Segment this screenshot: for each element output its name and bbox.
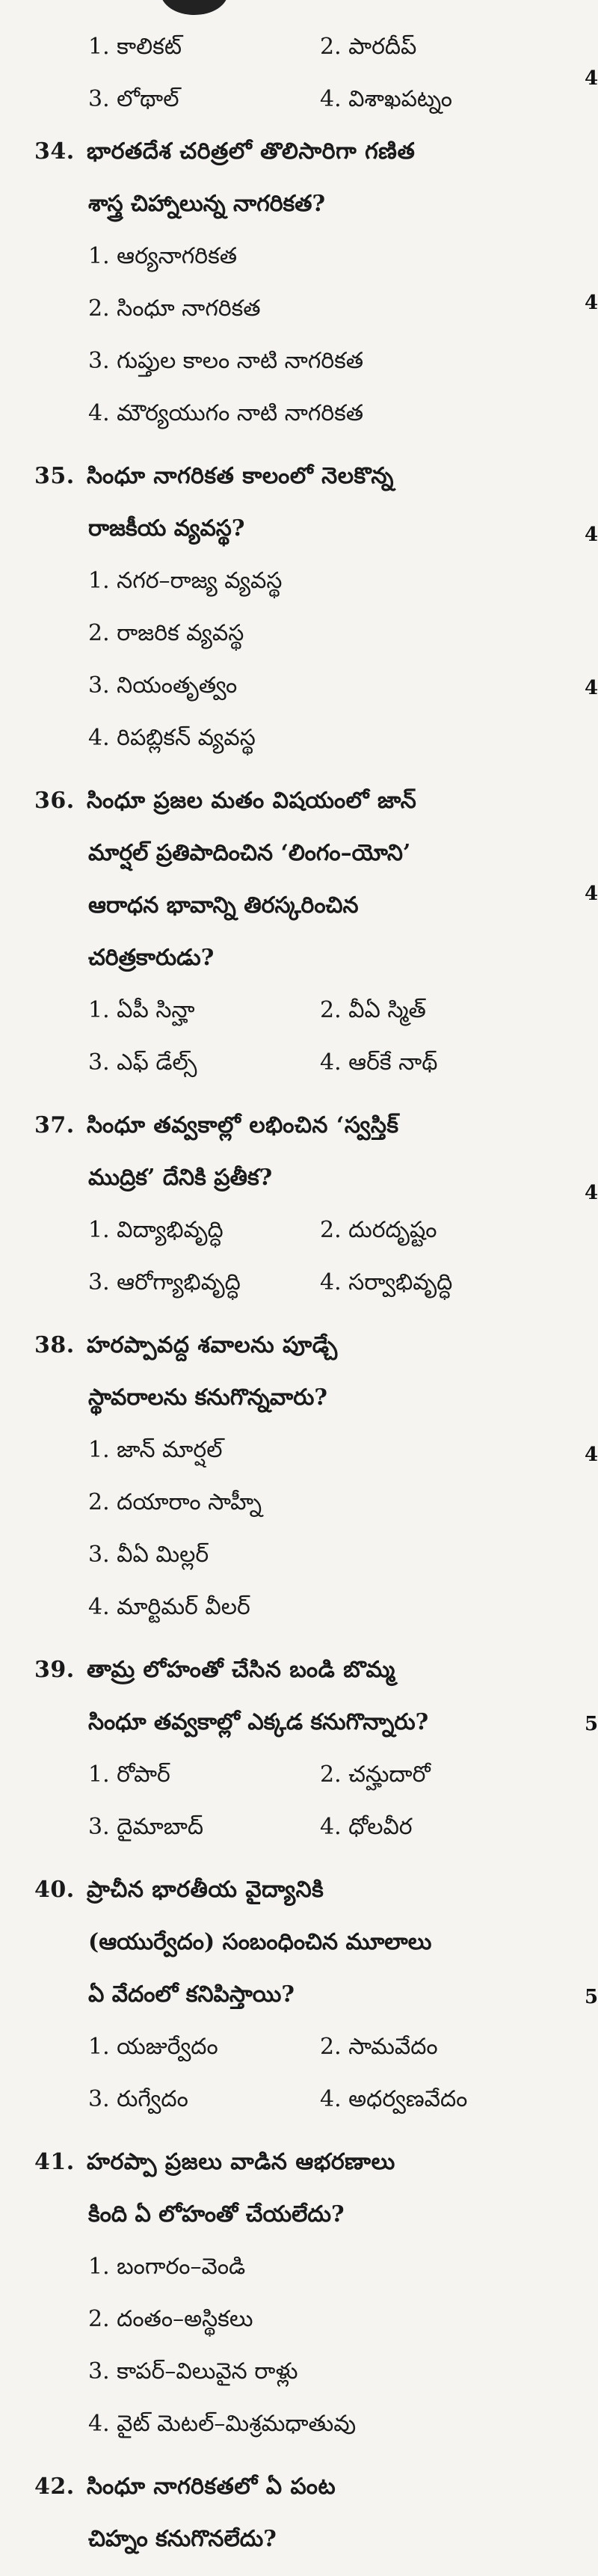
option: 4. మౌర్యయుగం నాటి నాగరికత	[88, 400, 364, 426]
option: 3. ఆరోగ్యాభివృద్ధి	[88, 1269, 241, 1295]
question-line: ప్రాచీన భారతీయ వైద్యానికి	[87, 1877, 324, 1903]
question-number: 41.	[34, 2149, 75, 2175]
question-34	[34, 126, 558, 440]
question-40	[34, 1864, 558, 2126]
option: 1. నగర–రాజ్య వ్యవస్థ	[88, 568, 283, 594]
option: 2. దయారాం సాహ్నీ	[88, 1489, 262, 1515]
question-41	[34, 2136, 558, 2450]
question-line: శాస్త్ర చిహ్నాలున్న నాగరికత?	[88, 191, 326, 217]
question-line: రాజకీయ వ్యవస్థ?	[88, 515, 245, 542]
option: 2. దురదృష్టం	[320, 1217, 437, 1243]
question-number: 40.	[34, 1877, 75, 1903]
option: 4. సర్వాభివృద్ధి	[320, 1269, 453, 1295]
option-row	[34, 1801, 558, 1853]
question-line: సింధూ నాగరికత కాలంలో నెలకొన్న	[87, 463, 394, 489]
option: 3. వీఏ మిల్లర్	[88, 1542, 209, 1568]
question-text	[34, 1864, 558, 1916]
question-line: చరిత్రకారుడు?	[88, 945, 215, 971]
question-line: తామ్ర లోహంతో చేసిన బండి బొమ్మ	[87, 1657, 395, 1683]
question-37	[34, 1100, 558, 1309]
question-number: 38.	[34, 1332, 75, 1358]
margin-number: 4	[585, 1444, 598, 1466]
option: 4. మార్టిమర్ వీలర్	[88, 1594, 250, 1620]
option: 1. విద్యాభివృద్ధి	[88, 1217, 224, 1243]
option-row	[34, 2021, 558, 2073]
question-number: 34.	[34, 138, 75, 165]
question-35	[34, 450, 558, 764]
option: 3. దైమాబాద్	[88, 1814, 204, 1840]
question-text	[34, 1100, 558, 1152]
option: 2. దంతం–అస్థికలు	[88, 2306, 253, 2332]
option: 2. సామవేదం	[320, 2034, 438, 2060]
option: 1. రోపార్	[88, 1761, 170, 1788]
option: 4. అధర్వణవేదం	[320, 2086, 468, 2112]
option: 3. ఎఫ్ డేల్స్	[88, 1049, 197, 1076]
option: 2. వీఏ స్మిత్	[320, 997, 426, 1023]
option-row	[34, 21, 558, 73]
question-line: మార్షల్ ప్రతిపాదించిన ‘లింగం–యోని’	[88, 840, 411, 866]
margin-number: 5	[585, 1986, 598, 2008]
question-number: 37.	[34, 1112, 75, 1138]
question-text	[34, 775, 558, 827]
question-42	[34, 2461, 558, 2566]
option: 4. ధోలవీర	[320, 1814, 413, 1840]
option: 4. ఆర్‌కే నాథ్	[320, 1049, 438, 1076]
question-text	[34, 2461, 558, 2513]
option: 3. కాపర్–విలువైన రాళ్లు	[88, 2358, 298, 2385]
question-line: ఏ వేదంలో కనిపిస్తాయి?	[88, 1981, 295, 2008]
option: 3. గుప్తుల కాలం నాటి నాగరికత	[88, 348, 364, 374]
option: 1. కాలికట్	[88, 34, 182, 60]
margin-number: 4	[585, 292, 598, 314]
margin-number: 4	[585, 883, 598, 905]
option: 1. ఆర్యనాగరికత	[88, 243, 238, 269]
decorative-arc	[161, 0, 228, 15]
question-line: సింధూ ప్రజల మతం విషయంలో జాన్	[87, 788, 417, 814]
question-line: స్థావరాలను కనుగొన్నవారు?	[88, 1384, 327, 1411]
question-number: 39.	[34, 1657, 75, 1683]
questions-container	[34, 126, 558, 2566]
question-39	[34, 1644, 558, 1853]
question-number: 42.	[34, 2474, 75, 2500]
question-38	[34, 1319, 558, 1634]
question-line: సింధూ తవ్వకాల్లో లభించిన ‘స్వస్తిక్	[87, 1112, 399, 1138]
question-list	[34, 21, 558, 2576]
question-line: సింధూ తవ్వకాల్లో ఎక్కడ కనుగొన్నారు?	[88, 1709, 429, 1735]
option: 4. వైట్ మెటల్–మిశ్రమధాతువు	[88, 2411, 357, 2437]
question-line: భారతదేశ చరిత్రలో తొలిసారిగా గణిత	[87, 138, 416, 165]
option-row	[34, 984, 558, 1037]
option-row	[34, 1037, 558, 1089]
option: 2. పారదీప్	[320, 34, 417, 60]
question-text	[34, 2136, 558, 2189]
margin-number: 4	[585, 524, 598, 546]
margin-number: 4	[585, 1182, 598, 1204]
option-row	[34, 1204, 558, 1257]
option-row	[34, 1257, 558, 1309]
question-line: హరప్పావద్ద శవాలను పూడ్చే	[87, 1332, 338, 1358]
question-line: సింధూ నాగరికతలో ఏ పంట	[87, 2474, 336, 2500]
question-line: (ఆయుర్వేదం) సంబంధించిన మూలాలు	[88, 1929, 432, 1955]
option: 1. జాన్ మార్షల్	[88, 1437, 223, 1463]
option: 3. నియంతృత్వం	[88, 672, 238, 699]
option: 1. ఏపీ సిన్హా	[88, 997, 195, 1023]
question-line: హరప్పా ప్రజలు వాడిన ఆభరణాలు	[87, 2149, 395, 2175]
question-text	[34, 1319, 558, 1372]
question-line: ఆరాధన భావాన్ని తిరస్కరించిన	[88, 892, 359, 919]
margin-number: 5	[585, 1713, 598, 1735]
option-row	[34, 2073, 558, 2126]
option: 2. సింధూ నాగరికత	[88, 295, 261, 322]
option: 1. యజుర్వేదం	[88, 2034, 218, 2060]
option: 4. రిపబ్లికన్ వ్యవస్థ	[88, 725, 256, 751]
option: 3. రుగ్వేదం	[88, 2086, 188, 2112]
question-text	[34, 126, 558, 178]
margin-number: 4	[585, 677, 598, 699]
previous-question-options	[34, 21, 558, 126]
option: 2. చన్హుదారో	[320, 1761, 431, 1788]
option: 3. లోథాల్	[88, 86, 179, 112]
question-text	[34, 1644, 558, 1696]
question-line: చిహ్నం కనుగొనలేదు?	[88, 2526, 277, 2552]
question-line: ముద్రిక’ దేనికి ప్రతీక?	[88, 1165, 273, 1191]
question-text	[34, 450, 558, 503]
question-number: 36.	[34, 788, 75, 814]
option-row	[34, 1749, 558, 1801]
margin-number: 4	[585, 67, 598, 90]
option: 2. రాజరిక వ్యవస్థ	[88, 620, 244, 646]
question-36	[34, 775, 558, 1089]
option: 4. విశాఖపట్నం	[320, 86, 452, 112]
option: 1. బంగారం–వెండి	[88, 2254, 246, 2280]
question-number: 35.	[34, 463, 75, 489]
question-line: కింది ఏ లోహంతో చేయలేదు?	[88, 2201, 345, 2227]
option-row	[34, 73, 558, 126]
